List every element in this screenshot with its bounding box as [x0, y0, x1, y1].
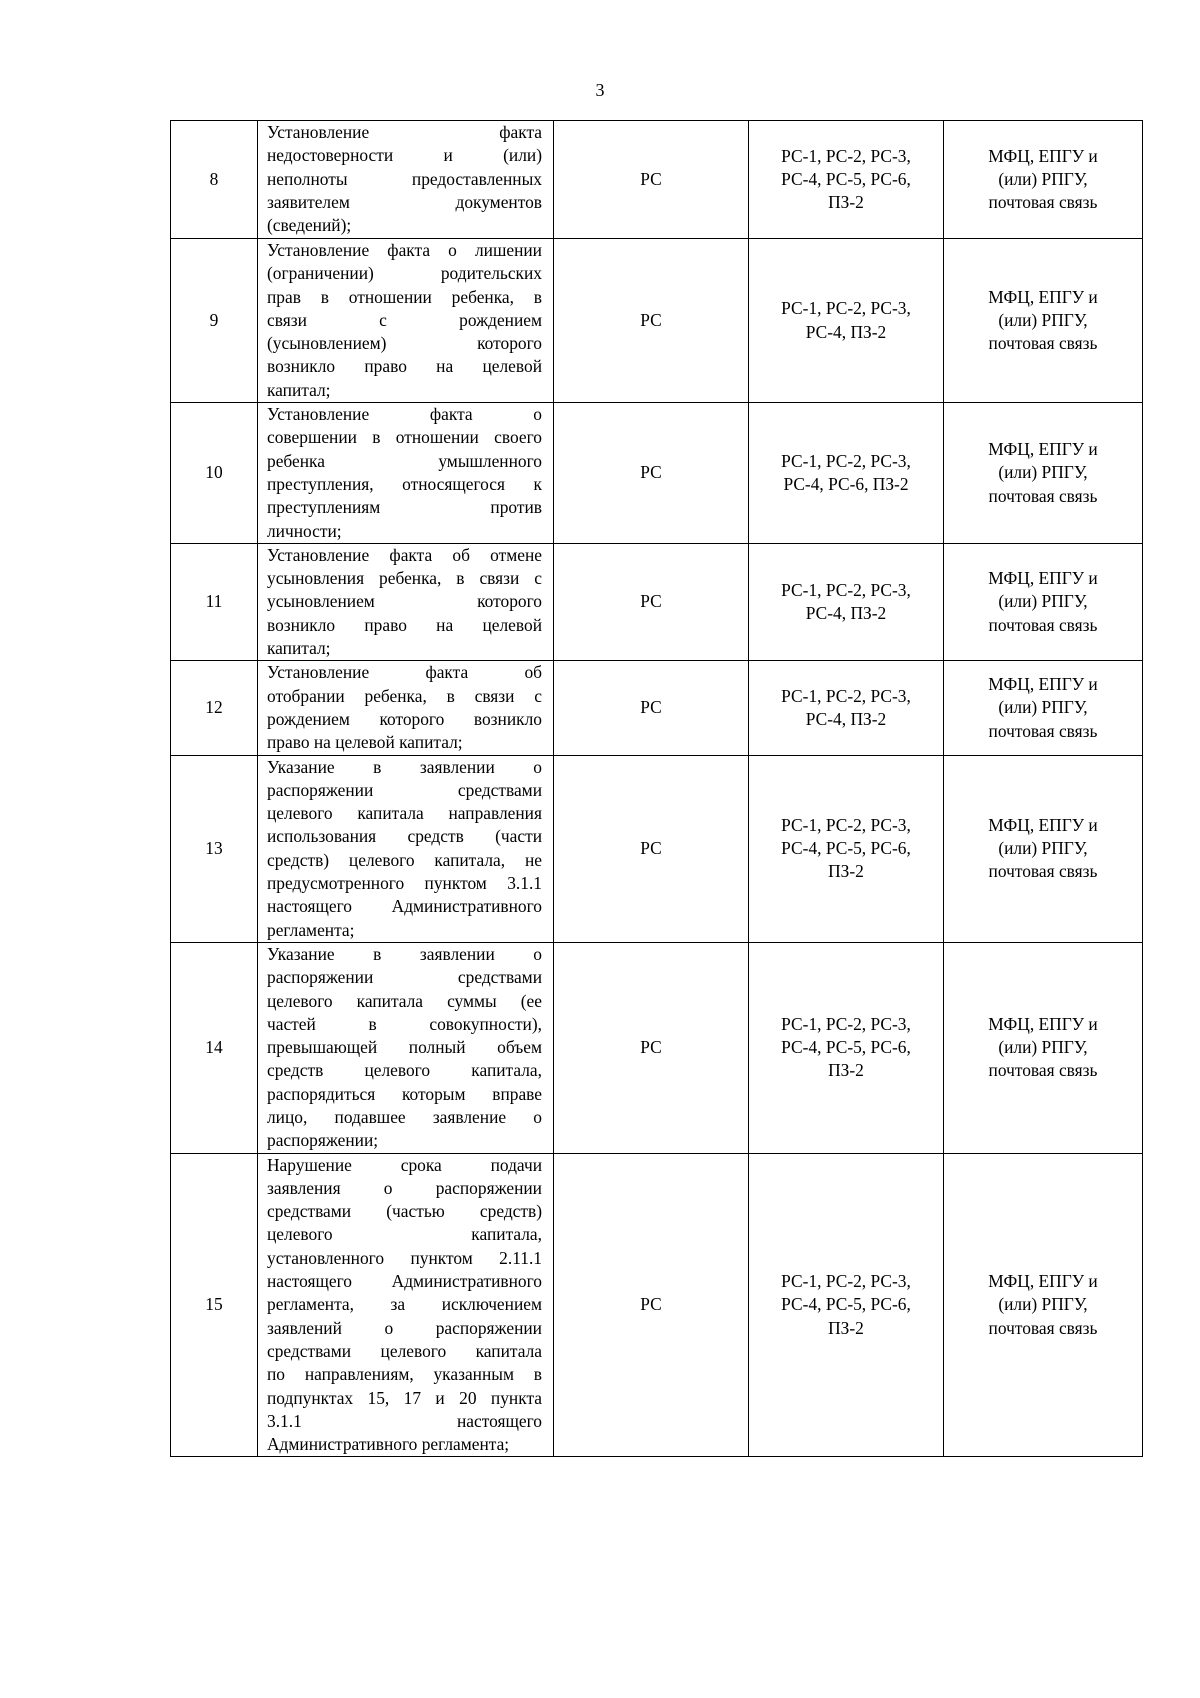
description-line: превышающей полный объем	[267, 1037, 542, 1058]
description-line: прав в отношении ребенка, в	[267, 286, 542, 307]
reference-line: РС-4, РС-5, РС-6,	[781, 1037, 911, 1058]
result-references	[749, 121, 944, 239]
delivery-channels	[944, 121, 1143, 239]
table-row	[171, 403, 1143, 544]
description-line: неполноты предоставленных	[267, 168, 542, 189]
delivery-channels	[944, 1153, 1143, 1457]
channel-line: почтовая связь	[988, 1060, 1098, 1081]
description-line: Указание в заявлении о	[267, 943, 542, 964]
reference-line: РС-4, ПЗ-2	[805, 321, 887, 342]
channel-line: почтовая связь	[988, 614, 1098, 635]
reference-line: РС-1, РС-2, РС-3,	[781, 145, 911, 166]
channel-line: почтовая связь	[988, 333, 1098, 354]
channel-line: (или) РПГУ,	[998, 697, 1088, 718]
ground-description	[258, 543, 554, 660]
description-line: связи с рождением	[267, 309, 542, 330]
result-references	[749, 661, 944, 755]
description-line: настоящего Административного	[267, 1271, 542, 1292]
table-row	[171, 942, 1143, 1153]
description-line: (сведений);	[267, 215, 352, 236]
channel-line: почтовая связь	[988, 720, 1098, 741]
reference-line: РС-1, РС-2, РС-3,	[781, 814, 911, 835]
description-line: регламента;	[267, 919, 355, 940]
description-line: установленного пунктом 2.11.1	[267, 1247, 542, 1268]
description-line: (усыновлением) которого	[267, 333, 542, 354]
description-line: усыновлением которого	[267, 591, 542, 612]
table-row	[171, 121, 1143, 239]
reference-line: РС-1, РС-2, РС-3,	[781, 579, 911, 600]
description-line: капитал;	[267, 638, 331, 659]
table-body	[171, 121, 1143, 1457]
row-number: 9	[171, 239, 258, 403]
channel-line: (или) РПГУ,	[998, 462, 1088, 483]
row-number: 8	[171, 121, 258, 239]
result-references	[749, 1153, 944, 1457]
description-line: Установление факта о лишении	[267, 240, 542, 260]
grounds-table	[170, 120, 1143, 1457]
ground-description	[258, 239, 554, 403]
reference-line: РС-4, РС-6, ПЗ-2	[783, 473, 909, 494]
description-line: средств) целевого капитала, не	[267, 849, 542, 870]
channel-line: (или) РПГУ,	[998, 1294, 1088, 1315]
table-row	[171, 239, 1143, 403]
description-line: распоряжении средствами	[267, 967, 542, 988]
delivery-channels	[944, 661, 1143, 755]
reference-line: РС-4, РС-5, РС-6,	[781, 838, 911, 859]
description-line: настоящего Административного	[267, 896, 542, 917]
channel-line: почтовая связь	[988, 485, 1098, 506]
description-line: заявлений о распоряжении	[267, 1317, 542, 1338]
decision-code: РС	[554, 755, 749, 942]
description-line: распорядиться которым вправе	[267, 1083, 542, 1104]
description-line: целевого капитала направления	[267, 803, 542, 824]
row-number: 14	[171, 942, 258, 1153]
description-line: усыновления ребенка, в связи с	[267, 568, 542, 589]
delivery-channels	[944, 543, 1143, 660]
reference-line: РС-1, РС-2, РС-3,	[781, 685, 911, 706]
result-references	[749, 755, 944, 942]
reference-line: ПЗ-2	[828, 861, 864, 882]
description-line: подпунктах 15, 17 и 20 пункта	[267, 1387, 542, 1408]
description-line: регламента, за исключением	[267, 1294, 542, 1315]
decision-code: РС	[554, 942, 749, 1153]
table-row	[171, 543, 1143, 660]
description-line: (ограничении) родительских	[267, 263, 542, 284]
description-line: целевого капитала суммы (ее	[267, 990, 542, 1011]
ground-description	[258, 1153, 554, 1457]
decision-code: РС	[554, 661, 749, 755]
channel-line: МФЦ, ЕПГУ и	[988, 673, 1098, 694]
row-number: 13	[171, 755, 258, 942]
reference-line: РС-4, ПЗ-2	[805, 603, 887, 624]
description-line: 3.1.1 настоящего	[267, 1410, 542, 1431]
description-line: распоряжении;	[267, 1130, 379, 1151]
reference-line: ПЗ-2	[828, 1317, 864, 1338]
channel-line: МФЦ, ЕПГУ и	[988, 814, 1098, 835]
description-line: возникло право на целевой	[267, 356, 542, 377]
channel-line: (или) РПГУ,	[998, 591, 1088, 612]
reference-line: РС-1, РС-2, РС-3,	[781, 298, 911, 319]
reference-line: РС-4, РС-5, РС-6,	[781, 1294, 911, 1315]
ground-description	[258, 661, 554, 755]
channel-line: МФЦ, ЕПГУ и	[988, 439, 1098, 460]
decision-code: РС	[554, 121, 749, 239]
channel-line: (или) РПГУ,	[998, 1037, 1088, 1058]
description-line: капитал;	[267, 379, 331, 400]
description-line: преступления, относящегося к	[267, 473, 542, 494]
row-number: 15	[171, 1153, 258, 1457]
decision-code: РС	[554, 403, 749, 544]
description-line: целевого капитала,	[267, 1224, 542, 1245]
description-line: ребенка умышленного	[267, 450, 542, 471]
table-row	[171, 661, 1143, 755]
description-line: частей в совокупности),	[267, 1013, 542, 1034]
description-line: рождением которого возникло	[267, 708, 542, 729]
description-line: Административного регламента;	[267, 1434, 510, 1455]
delivery-channels	[944, 942, 1143, 1153]
description-line: личности;	[267, 520, 342, 541]
delivery-channels	[944, 755, 1143, 942]
description-line: недостоверности и (или)	[267, 145, 542, 166]
description-line: предусмотренного пунктом 3.1.1	[267, 873, 542, 894]
description-line: Нарушение срока подачи	[267, 1154, 542, 1175]
reference-line: РС-1, РС-2, РС-3,	[781, 1013, 911, 1034]
result-references	[749, 543, 944, 660]
ground-description	[258, 755, 554, 942]
result-references	[749, 239, 944, 403]
reference-line: РС-4, РС-5, РС-6,	[781, 168, 911, 189]
description-line: средствами (частью средств)	[267, 1201, 542, 1222]
reference-line: РС-4, ПЗ-2	[805, 708, 887, 729]
description-line: совершении в отношении своего	[267, 427, 542, 448]
ground-description	[258, 403, 554, 544]
description-line: заявления о распоряжении	[267, 1177, 542, 1198]
channel-line: почтовая связь	[988, 192, 1098, 213]
decision-code: РС	[554, 1153, 749, 1457]
channel-line: (или) РПГУ,	[998, 168, 1088, 189]
description-line: отобрании ребенка, в связи с	[267, 685, 542, 706]
channel-line: МФЦ, ЕПГУ и	[988, 286, 1098, 307]
result-references	[749, 403, 944, 544]
table-row	[171, 1153, 1143, 1457]
channel-line: (или) РПГУ,	[998, 838, 1088, 859]
description-line: средств целевого капитала,	[267, 1060, 542, 1081]
description-line: по направлениям, указанным в	[267, 1364, 542, 1385]
channel-line: (или) РПГУ,	[998, 309, 1088, 330]
description-line: Установление факта об	[267, 662, 542, 683]
row-number: 11	[171, 543, 258, 660]
delivery-channels	[944, 239, 1143, 403]
result-references	[749, 942, 944, 1153]
description-line: Указание в заявлении о	[267, 756, 542, 777]
ground-description	[258, 942, 554, 1153]
description-line: заявителем документов	[267, 191, 542, 212]
description-line: преступлениям против	[267, 497, 542, 518]
channel-line: МФЦ, ЕПГУ и	[988, 145, 1098, 166]
channel-line: МФЦ, ЕПГУ и	[988, 1013, 1098, 1034]
page-number: 3	[595, 80, 605, 100]
description-line: Установление факта о	[267, 404, 542, 425]
description-line: право на целевой капитал;	[267, 732, 463, 753]
decision-code: РС	[554, 239, 749, 403]
channel-line: МФЦ, ЕПГУ и	[988, 1271, 1098, 1292]
reference-line: РС-1, РС-2, РС-3,	[781, 450, 911, 471]
description-line: использования средств (части	[267, 826, 542, 847]
description-line: лицо, подавшее заявление о	[267, 1106, 542, 1127]
ground-description	[258, 121, 554, 239]
channel-line: МФЦ, ЕПГУ и	[988, 568, 1098, 589]
description-line: средствами целевого капитала	[267, 1340, 542, 1361]
description-line: распоряжении средствами	[267, 779, 542, 800]
description-line: Установление факта	[267, 122, 542, 142]
delivery-channels	[944, 403, 1143, 544]
decision-code: РС	[554, 543, 749, 660]
description-line: возникло право на целевой	[267, 614, 542, 635]
reference-line: ПЗ-2	[828, 192, 864, 213]
row-number: 12	[171, 661, 258, 755]
channel-line: почтовая связь	[988, 861, 1098, 882]
table-row	[171, 755, 1143, 942]
description-line: Установление факта об отмене	[267, 544, 542, 565]
row-number: 10	[171, 403, 258, 544]
channel-line: почтовая связь	[988, 1317, 1098, 1338]
reference-line: РС-1, РС-2, РС-3,	[781, 1271, 911, 1292]
reference-line: ПЗ-2	[828, 1060, 864, 1081]
